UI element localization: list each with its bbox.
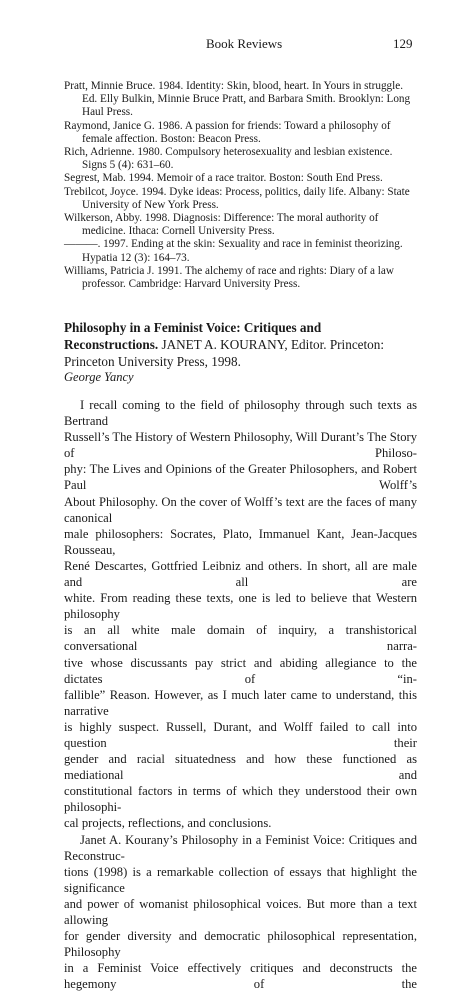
body-line: is highly suspect. Russell, Durant, and Wolff failed to call into question their: [64, 719, 417, 750]
body-line: and power of womanist philosophical voices. But more than a text allowing: [64, 896, 417, 927]
reference-entry: ———. 1997. Ending at the skin: Sexuality and race in feminist theorizing. Hypatia 12 (3): 164–73.: [64, 238, 403, 264]
body-line: About Philosophy. On the cover of Wolff’s text are the faces of many canonical: [64, 494, 417, 525]
reviewed-book-details: JANET A. KOURANY, Editor. Princeton: Princeton University Press, 1998.: [64, 337, 385, 369]
body-line: Russell’s The History of Western Philosophy, Will Durant’s The Story of Philoso-: [64, 430, 417, 461]
references-list: [64, 80, 418, 291]
reference-entry: Williams, Patricia J. 1991. The alchemy of race and rights: Diary of a law professor. Cambridge: Harvard University Press.: [64, 264, 394, 291]
reference-entry: Rich, Adrienne. 1980. Compulsory heterosexuality and lesbian existence. Signs 5 (4): 631–60.: [64, 146, 393, 172]
body-line: for gender diversity and democratic philosophical representation, Philosophy: [64, 929, 417, 960]
body-paragraph: [64, 397, 417, 832]
review-heading: [64, 319, 416, 370]
body-line: is an all white male domain of inquiry, a transhistorical conversational narra-: [64, 623, 417, 654]
body-line: in a Feminist Voice effectively critiques and deconstructs the hegemony of the: [64, 961, 417, 992]
body-paragraph: [64, 832, 417, 992]
body-line: fallible” Reason. However, as I much later came to understand, this narrative: [64, 687, 417, 718]
body-line: Janet A. Kourany’s Philosophy in a Feminist Voice: Critiques and Reconstruc-: [64, 832, 417, 863]
running-header-title: Book Reviews: [206, 36, 283, 51]
body-line: I recall coming to the field of philosophy through such texts as Bertrand: [64, 398, 417, 429]
body-line: constitutional factors in terms of which they understood their own philosophi-: [64, 784, 417, 815]
body-line: tive whose discussants pay strict and abiding allegiance to the dictates of “in-: [64, 655, 417, 686]
reference-entry: Trebilcot, Joyce. 1994. Dyke ideas: Process, politics, daily life. Albany: State University of New York Press.: [64, 185, 410, 211]
page-number: 129: [393, 36, 413, 51]
body-line: gender and racial situatedness and how these functioned as mediational and: [64, 752, 417, 783]
reference-entry: Pratt, Minnie Bruce. 1984. Identity: Skin, blood, heart. In Yours in struggle. Ed. Elly Bulkin, Minnie Bruce Pratt, and Barbara Smith. Brooklyn: Long Haul Press.: [64, 80, 411, 119]
reference-entry: Wilkerson, Abby. 1998. Diagnosis: Difference: The moral authority of medicine. Ithaca: Cornell University Press.: [64, 212, 379, 238]
reviewed-book-title: Philosophy in a Feminist Voice: Critiques and Reconstructions.: [64, 320, 322, 352]
review-body: [64, 397, 417, 992]
reference-entry: Raymond, Janice G. 1986. A passion for friends: Toward a philosophy of female affection. Boston: Beacon Press.: [64, 119, 391, 145]
body-line: phy: The Lives and Opinions of the Greater Philosophers, and Robert Paul Wolff’s: [64, 462, 417, 493]
body-line: René Descartes, Gottfried Leibniz and others. In short, all are male and all are: [64, 558, 417, 590]
reference-entry: Segrest, Mab. 1994. Memoir of a race traitor. Boston: South End Press.: [64, 172, 383, 185]
body-line: male philosophers: Socrates, Plato, Immanuel Kant, Jean-Jacques Rousseau,: [64, 526, 417, 557]
running-header: [0, 36, 474, 54]
body-line: cal projects, reflections, and conclusions.: [64, 816, 272, 831]
body-line: white. From reading these texts, one is led to believe that Western philosophy: [64, 591, 417, 622]
reviewer-name: George Yancy: [64, 370, 134, 384]
body-line: tions (1998) is a remarkable collection of essays that highlight the significance: [64, 864, 417, 895]
